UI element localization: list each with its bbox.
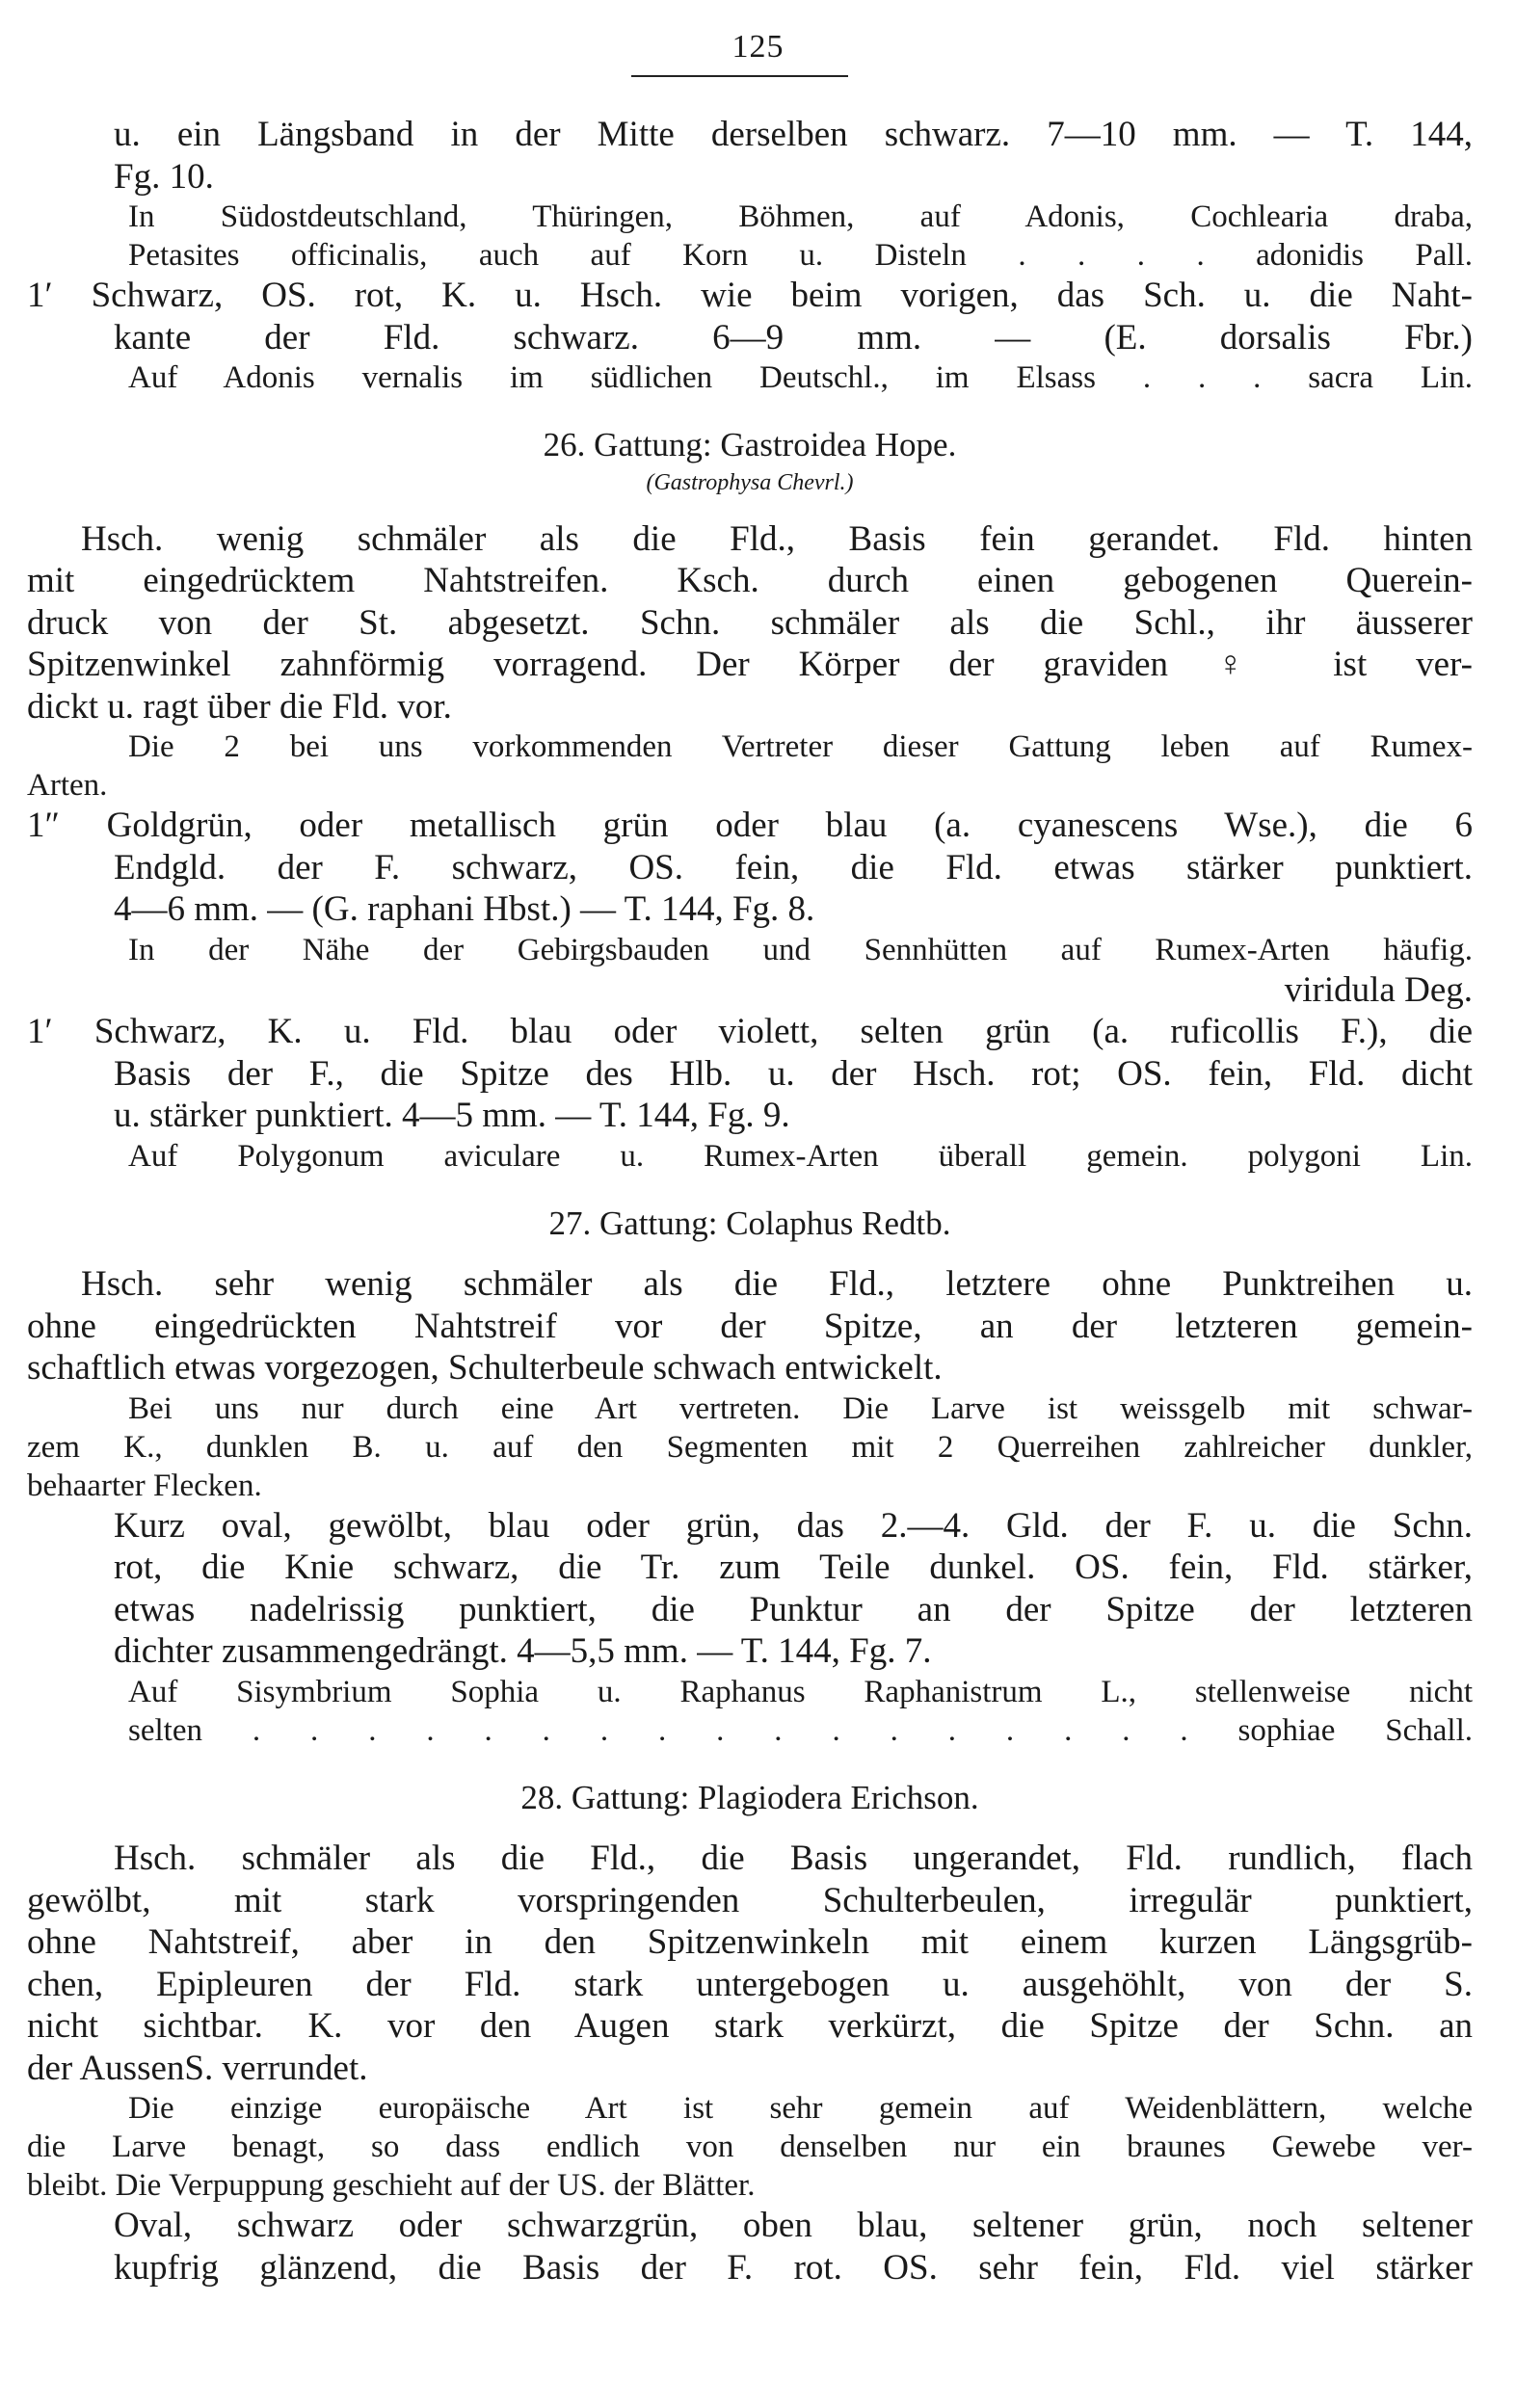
text-line: behaarter Flecken.: [27, 1468, 262, 1503]
text-line: 1″ Goldgrün, oder metallisch grün oder blau (a. cyanescens Wse.), die 6: [27, 806, 1473, 845]
spacer: [27, 1244, 1473, 1263]
text-line: dichter zusammengedrängt. 4—5,5 mm. — T. 144, Fg. 7.: [114, 1631, 932, 1671]
text-line: etwas nadelrissig punktiert, die Punktur an der Spitze der letzteren: [114, 1589, 1473, 1629]
page-number: 125: [731, 29, 785, 65]
text-line: ohne Nahtstreif, aber in den Spitzenwinkeln mit einem kurzen Längsgrüb-: [27, 1922, 1473, 1962]
text-line: (Gastrophysa Chevrl.): [646, 469, 854, 495]
text-line: kante der Fld. schwarz. 6—9 mm. — (E. dorsalis Fbr.): [114, 317, 1473, 357]
text-line: Auf Sisymbrium Sophia u. Raphanus Raphanistrum L., stellenweise nicht: [128, 1674, 1473, 1709]
text-line: ohne eingedrückten Nahtstreif vor der Spitze, an der letzteren gemein-: [27, 1306, 1473, 1346]
text-line: kupfrig glänzend, die Basis der F. rot. OS. sehr fein, Fld. viel stärker: [114, 2247, 1473, 2288]
text-line: Bei uns nur durch eine Art vertreten. Die Larve ist weissgelb mit schwar-: [128, 1390, 1473, 1426]
text-line: Spitzenwinkel zahnförmig vorragend. Der Körper der graviden ♀ ist ver-: [27, 645, 1473, 684]
spacer: [27, 1818, 1473, 1838]
spacer: [27, 397, 1473, 424]
text-line: druck von der St. abgesetzt. Schn. schmäler als die Schl., ihr äusserer: [27, 602, 1473, 643]
text-line: Oval, schwarz oder schwarzgrün, oben blau, seltener grün, noch seltener: [114, 2206, 1473, 2245]
text-line: Hsch. sehr wenig schmäler als die Fld., letztere ohne Punktreihen u.: [81, 1264, 1473, 1304]
text-line: zem K., dunklen B. u. auf den Segmenten mit 2 Querreihen zahlreicher dunkler,: [27, 1429, 1473, 1465]
text-line: Basis der F., die Spitze des Hlb. u. der Hsch. rot; OS. fein, Fld. dicht: [114, 1053, 1473, 1094]
text-line: Die einzige europäische Art ist sehr gemein auf Weidenblättern, welche: [128, 2091, 1473, 2126]
text-line: dickt u. ragt über die Fld. vor.: [27, 686, 452, 727]
spacer: [27, 1750, 1473, 1777]
section-heading: Die 2 bei uns vorkommenden Vertreter dieser Gattung leben auf Rumex-: [128, 729, 1473, 764]
text-line: Fg. 10.: [114, 156, 214, 197]
text-line: die Larve benagt, so dass endlich von denselben nur ein braunes Gewebe ver-: [27, 2130, 1473, 2164]
text-line: Endgld. der F. schwarz, OS. fein, die Fld. etwas stärker punktiert.: [114, 847, 1473, 887]
section-heading: 28. Gattung: Plagiodera Erichson.: [520, 1778, 979, 1816]
text-line: Petasites officinalis, auch auf Korn u. Disteln . . . . adonidis Pall.: [128, 238, 1473, 273]
text-line: 1′ Schwarz, OS. rot, K. u. Hsch. wie beim vorigen, das Sch. u. die Naht-: [27, 276, 1473, 315]
text-line: Arten.: [27, 768, 108, 803]
text-line: gewölbt, mit stark vorspringenden Schulterbeulen, irregulär punktiert,: [27, 1880, 1473, 1920]
text-line: In Südostdeutschland, Thüringen, Böhmen, auf Adonis, Cochlearia draba,: [128, 199, 1473, 234]
text-line: der AussenS. verrundet.: [27, 2048, 368, 2088]
text-line: Hsch. wenig schmäler als die Fld., Basis fein gerandet. Fld. hinten: [81, 518, 1473, 559]
text-line: Kurz oval, gewölbt, blau oder grün, das 2.—4. Gld. der F. u. die Schn.: [114, 1505, 1473, 1546]
text-line: rot, die Knie schwarz, die Tr. zum Teile dunkel. OS. fein, Fld. stärker,: [114, 1548, 1473, 1587]
spacer: [27, 1176, 1473, 1203]
text-line: bleibt. Die Verpuppung geschieht auf der US. der Blätter.: [27, 2168, 756, 2203]
text-line: 4—6 mm. — (G. raphani Hbst.) — T. 144, Fg. 8.: [114, 889, 815, 929]
text-line: schaftlich etwas vorgezogen, Schulterbeule schwach entwickelt.: [27, 1348, 943, 1388]
header-rule: [631, 75, 848, 77]
text-line: u. ein Längsband in der Mitte derselben schwarz. 7—10 mm. — T. 144,: [114, 115, 1473, 154]
text-line: selten . . . . . . . . . . . . . . . . . sophiae Schall.: [128, 1712, 1473, 1748]
text-line: In der Nähe der Gebirgsbauden und Sennhütten auf Rumex-Arten häufig.: [128, 932, 1473, 967]
text-line: viridula Deg.: [1284, 969, 1473, 1010]
text-column: [27, 114, 1473, 2289]
text-line: chen, Epipleuren der Fld. stark untergebogen u. ausgehöhlt, von der S.: [27, 1964, 1473, 2004]
text-line: nicht sichtbar. K. vor den Augen stark verkürzt, die Spitze der Schn. an: [27, 2006, 1473, 2046]
section-heading: 27. Gattung: Colaphus Redtb.: [548, 1204, 951, 1242]
text-line: Hsch. schmäler als die Fld., die Basis ungerandet, Fld. rundlich, flach: [114, 1839, 1473, 1878]
text-line: mit eingedrücktem Nahtstreifen. Ksch. durch einen gebogenen Querein-: [27, 561, 1473, 600]
spacer: [27, 499, 1473, 518]
text-line: Auf Adonis vernalis im südlichen Deutschl., im Elsass . . . sacra Lin.: [128, 360, 1473, 395]
section-heading: 26. Gattung: Gastroidea Hope.: [543, 426, 957, 463]
text-line: u. stärker punktiert. 4—5 mm. — T. 144, Fg. 9.: [114, 1096, 790, 1135]
text-line: Auf Polygonum aviculare u. Rumex-Arten überall gemein. polygoni Lin.: [128, 1138, 1473, 1174]
text-line: 1′ Schwarz, K. u. Fld. blau oder violett, selten grün (a. ruficollis F.), die: [27, 1012, 1473, 1051]
